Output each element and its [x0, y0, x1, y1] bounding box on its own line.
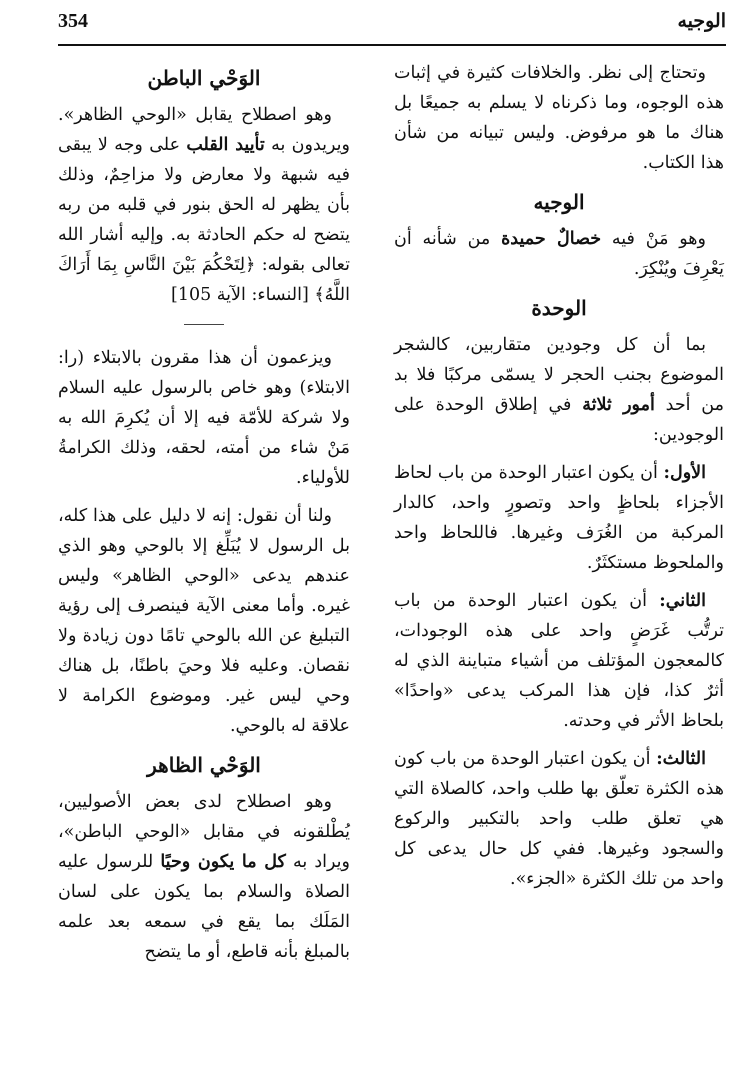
- first-item: الأول: أن يكون اعتبار الوحدة من باب لحاظ الأجزاء بلحاظٍ واحد وتصورٍ واحد، كالدار المركبة من الغُرَف وغيرها. فاللحاظ واحد والملحوظ مستكثَرٌ.: [394, 463, 724, 573]
- zahir-heading: الوَحْي الظاهر: [147, 753, 261, 777]
- page-number: 354: [58, 10, 88, 32]
- intro-paragraph: وتحتاج إلى نظر. والخلافات كثيرة في إثبات هذه الوجوه، وما ذكرناه لا يسلم به جميعًا بل هناك ما هو مرفوض. وليس تبيانه من شأن هذا الكتاب.: [394, 63, 724, 173]
- running-head: الوجيه: [677, 10, 726, 32]
- second-item: الثاني: أن يكون اعتبار الوحدة من باب ترتُّب غَرَضٍ واحد على هذه الوجودات، كالمعجون المؤتلف من أشياء متباينة الذي له أثرٌ كذا، فإن هذا المركب يدعى «واحدًا» بلحاظ الأثر في وحدته.: [394, 591, 724, 731]
- wahda-heading: الوحدة: [531, 296, 587, 320]
- header-rule: [58, 44, 726, 46]
- batin-bold: تأييد القلب: [186, 135, 265, 155]
- left-column: [58, 58, 350, 975]
- wajih-heading: الوجيه: [533, 190, 585, 214]
- third-item: الثالث: أن يكون اعتبار الوحدة من باب كون هذه الكثرة تعلّق بها طلب واحد، كالصلاة التي هي تعلق طلب واحد بالتكبير والركوع والسجود وغيرها. ففي كل حال يدعى كل واحد من تلك الكثرة «الجزء».: [394, 749, 724, 889]
- third-label: الثالث:: [656, 749, 706, 769]
- wahda-paragraph: بما أن كل وجودين متقاربين، كالشجر الموضوع بجنب الحجر لا يسمّى مركبًا فلا بد من أحد أمور ثلاثة في إطلاق الوحدة على الوجودين:: [394, 335, 724, 445]
- batin-heading: الوَحْي الباطن: [147, 66, 261, 90]
- batin-paragraph-1: وهو اصطلاح يقابل «الوحي الظاهر». ويريدون به تأييد القلب على وجه لا يبقى فيه شبهة ولا معارض ولا مزاحِمٌ، وذلك بأن يظهر له الحق بنور في قلبه من ربه يتضح له حكم الحادثة به. وإليه أشار الله تعالى بقوله: ﴿لِتَحْكُمَ بَيْنَ النَّاسِ بِمَا أَرَاكَ اللَّهُ﴾ [النساء: الآية 105]: [58, 105, 351, 305]
- wajih-bold: خصالٌ حميدة: [501, 229, 602, 249]
- section-divider: [184, 324, 224, 325]
- zahir-paragraph: وهو اصطلاح لدى بعض الأصوليين، يُطْلقونه في مقابل «الوحي الباطن»، ويراد به كل ما يكون وحيًا للرسول عليه الصلاة والسلام بما يكون على لسان المَلَك بما يقع في سمعه بعد علمه بالمبلغ بأنه قاطع، أو ما يتضح: [58, 792, 350, 962]
- wahda-bold: أمور ثلاثة: [582, 395, 655, 415]
- right-column: [394, 58, 724, 902]
- second-label: الثاني:: [659, 591, 706, 611]
- wajih-paragraph: وهو مَنْ فيه خصالٌ حميدة من شأنه أن يَعْرِفَ ويُنْكِرَ.: [394, 229, 724, 279]
- batin-paragraph-2: ويزعمون أن هذا مقرون بالابتلاء (را: الابتلاء) وهو خاص بالرسول عليه السلام ولا شركة للأمّة فيه إلا أن يُكرِمَ الله به مَنْ شاء من أمته، لحقه، وذلك الكرامةُ للأولياء.: [58, 348, 350, 488]
- batin-paragraph-3: ولنا أن نقول: إنه لا دليل على هذا كله، بل الرسول لا يُبَلِّغ إلا بالوحي وهو الذي عندهم يدعى «الوحي الظاهر» وليس غيره. وأما معنى الآية فينصرف إلى رؤية التبليغ عن الله بالوحي تامًا دون زيادة ولا نقصان. وعليه فلا وحيَ باطنًا، بل هناك وحي ليس غير. وموضوع الكرامة لا علاقة له بالوحي.: [58, 506, 350, 736]
- zahir-bold: كل ما يكون وحيًا: [160, 852, 286, 872]
- first-label: الأول:: [663, 463, 706, 483]
- page-header: [20, 10, 726, 38]
